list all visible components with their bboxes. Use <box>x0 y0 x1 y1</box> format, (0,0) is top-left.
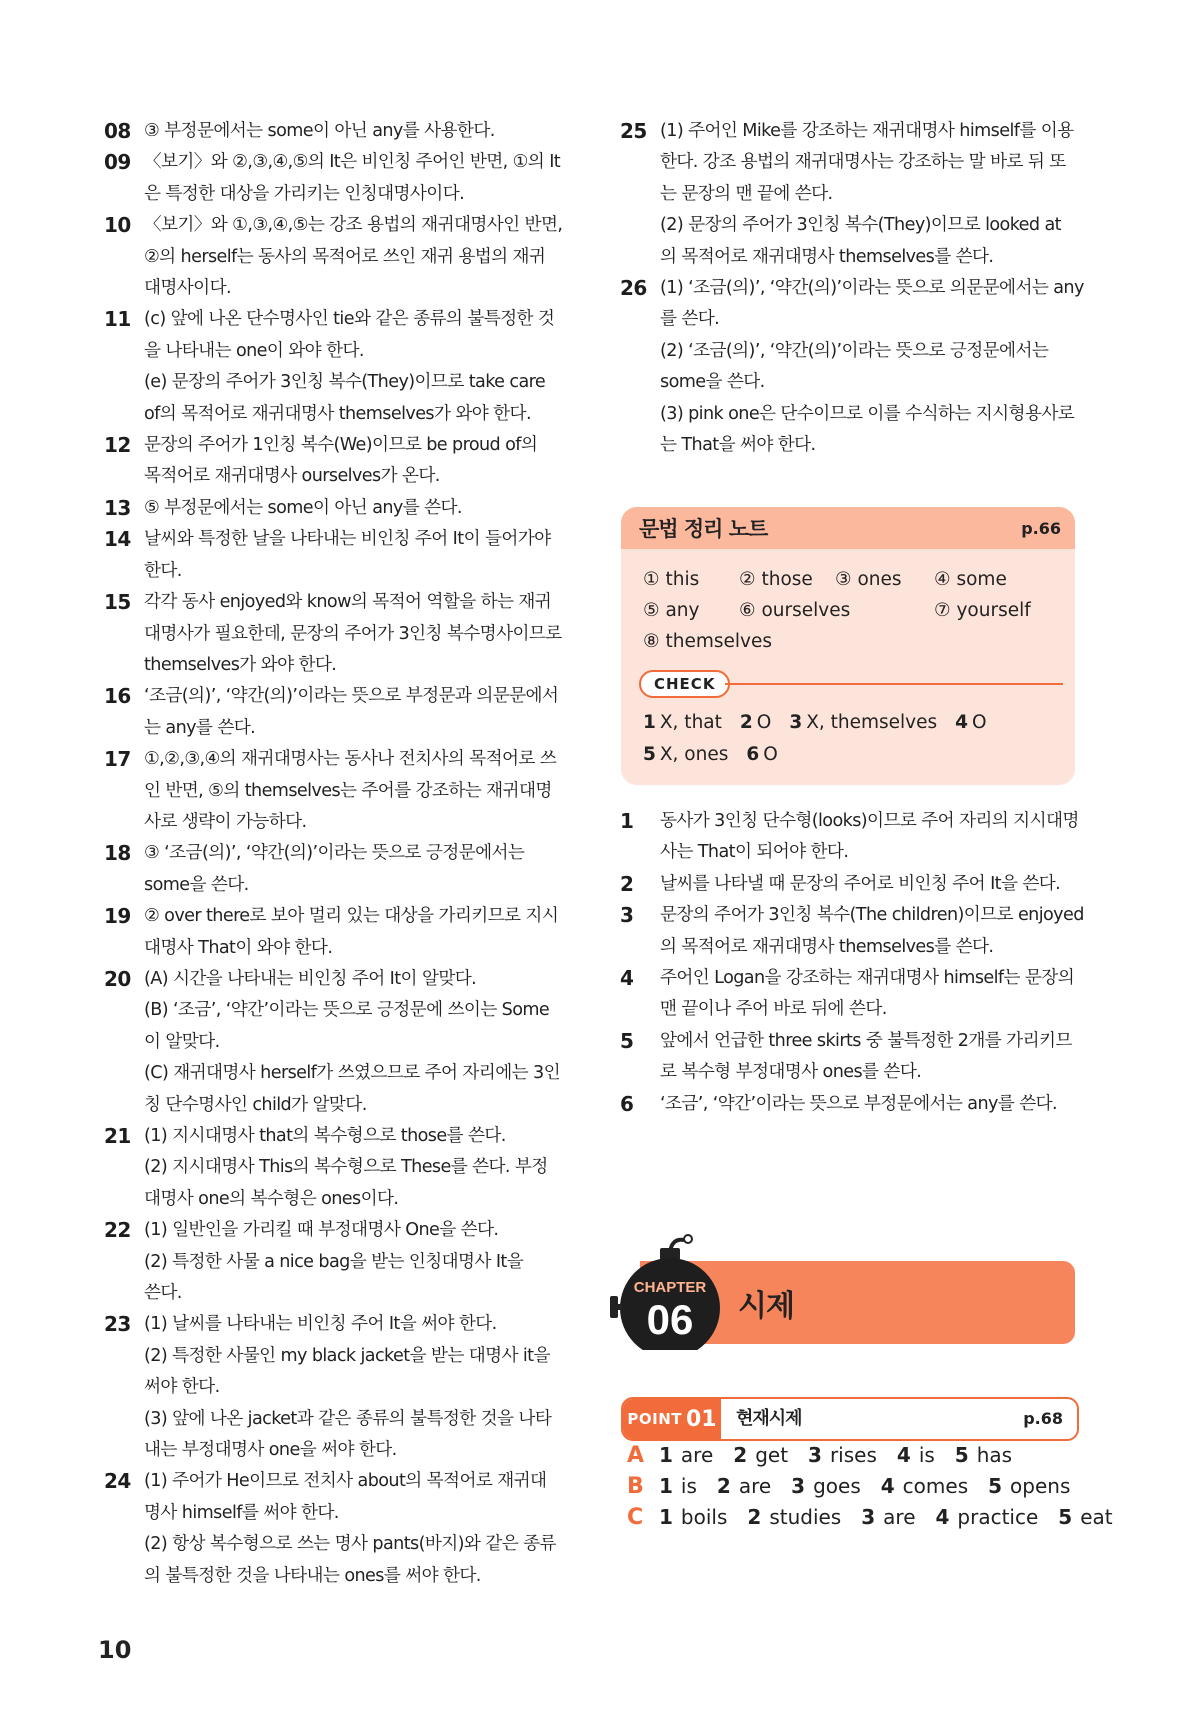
item-number: 24 <box>104 1469 131 1494</box>
item-line: of의 목적어로 재귀대명사 themselves가 와야 한다. <box>144 403 531 424</box>
grammar-note-box <box>621 507 1075 785</box>
point-answer-value: is <box>918 1443 935 1467</box>
item-line: 는 any를 쓴다. <box>144 717 256 738</box>
item-line: some을 쓴다. <box>144 874 249 895</box>
item-text <box>660 963 1082 1026</box>
check-num: 3 <box>789 712 803 733</box>
item-number: 15 <box>104 590 131 615</box>
check-answer-row <box>643 707 1005 739</box>
point-answer-row <box>627 1471 1090 1502</box>
item-line: (C) 재귀대명사 herself가 쓰였으므로 주어 자리에는 3인 <box>144 1063 560 1084</box>
point-answer-num: 4 <box>896 1443 911 1467</box>
item-line: (B) ‘조금’, ‘약간’이라는 뜻으로 긍정문에 쓰이는 Some <box>144 1000 550 1021</box>
item-number: 19 <box>104 904 131 929</box>
item-line: ‘조금(의)’, ‘약간(의)’이라는 뜻으로 부정문과 의문문에서 <box>144 686 559 707</box>
check-answers <box>643 707 1005 771</box>
item-number: 1 <box>620 809 634 833</box>
point-answer-value: comes <box>902 1474 969 1498</box>
point-answer-num: 3 <box>791 1474 806 1498</box>
item-number: 3 <box>620 903 634 928</box>
item-line: 는 That을 써야 한다. <box>660 435 816 456</box>
item-number: 08 <box>104 119 131 143</box>
item-line: (c) 앞에 나온 단수명사인 tie와 같은 종류의 불특정한 것 <box>144 309 555 330</box>
point-answer-num: 4 <box>880 1474 895 1498</box>
answer-item <box>620 273 1082 461</box>
item-line: 대명사 one의 복수형은 ones이다. <box>144 1188 399 1209</box>
item-line: (e) 문장의 주어가 3인칭 복수(They)이므로 take care <box>144 372 546 393</box>
item-line: 로 복수형 부정대명사 ones를 쓴다. <box>660 1062 922 1083</box>
point-answer-letter: A <box>627 1443 645 1468</box>
item-line: 대명사가 필요한데, 문장의 주어가 3인칭 복수명사이므로 <box>144 623 562 644</box>
page-number: 10 <box>98 1636 132 1664</box>
item-text <box>144 524 562 587</box>
item-number: 17 <box>104 747 131 772</box>
item-line: (3) 앞에 나온 jacket과 같은 종류의 불특정한 것을 나타 <box>144 1408 552 1429</box>
point-answer-num: 5 <box>988 1474 1003 1498</box>
item-number: 13 <box>104 495 131 520</box>
point-answer-value: boils <box>680 1505 728 1529</box>
point-answer-num: 2 <box>716 1474 731 1498</box>
note-answer: ⑤ any <box>643 600 700 621</box>
item-line: ②의 herself는 동사의 목적어로 쓰인 재귀 용법의 재귀 <box>144 246 546 267</box>
item-text <box>144 838 562 901</box>
item-line: 쓴다. <box>144 1283 182 1304</box>
item-line: 명사 himself를 써야 한다. <box>144 1502 339 1523</box>
item-line: 맨 끝이나 주어 바로 뒤에 쓴다. <box>660 999 887 1020</box>
item-line: 칭 단수명사인 child가 알맞다. <box>144 1094 367 1115</box>
item-line: 각각 동사 enjoyed와 know의 목적어 역할을 하는 재귀 <box>144 592 552 613</box>
grammar-note-header <box>621 507 1075 549</box>
point-answer-num: 2 <box>733 1443 748 1467</box>
grammar-note-page: p.66 <box>1021 518 1061 538</box>
item-text <box>144 147 562 210</box>
item-text <box>144 1466 562 1592</box>
answer-item <box>620 963 1082 1026</box>
answer-item <box>104 304 562 430</box>
point-answer-num: 4 <box>935 1505 950 1529</box>
point-answer-row <box>627 1440 1032 1471</box>
item-text <box>660 1026 1082 1089</box>
check-divider <box>725 683 1063 685</box>
answer-item <box>104 838 562 901</box>
point-answer-value: rises <box>829 1443 877 1467</box>
point-page: p.68 <box>1023 1409 1063 1428</box>
item-number: 20 <box>104 966 131 991</box>
item-text <box>660 273 1084 461</box>
answer-item <box>104 210 562 304</box>
answer-item <box>104 1466 562 1592</box>
item-number: 16 <box>104 684 131 709</box>
item-text <box>144 116 562 147</box>
item-line: ⑤ 부정문에서는 some이 아닌 any를 쓴다. <box>144 497 462 518</box>
item-line: 은 특정한 대상을 가리키는 인칭대명사이다. <box>144 183 465 204</box>
item-line: 의 목적어로 재귀대명사 themselves를 쓴다. <box>660 936 994 957</box>
item-text <box>144 1309 562 1466</box>
point-box <box>621 1397 1079 1441</box>
item-line: 는 문장의 맨 끝에 쓴다. <box>660 183 833 204</box>
item-text <box>144 430 562 493</box>
item-line: ③ ‘조금(의)’, ‘약간(의)’이라는 뜻으로 긍정문에서는 <box>144 843 525 864</box>
item-line: 사로 생략이 가능하다. <box>144 811 307 832</box>
item-number: 18 <box>104 841 131 866</box>
item-line: 사는 That이 되어야 한다. <box>660 842 849 863</box>
point-answer-row <box>627 1502 1133 1533</box>
point-answer-num: 3 <box>861 1505 876 1529</box>
check-value: O <box>763 744 778 765</box>
item-number: 14 <box>104 527 131 552</box>
item-line: 대명사이다. <box>144 278 231 299</box>
item-line: 한다. <box>144 560 182 581</box>
item-text <box>660 1089 1082 1120</box>
note-answer: ③ ones <box>835 569 902 590</box>
item-line: 동사가 3인칭 단수형(looks)이므로 주어 자리의 지시대명 <box>660 811 1079 831</box>
answer-item <box>104 681 562 744</box>
item-number: 12 <box>104 433 131 458</box>
note-answer: ④ some <box>934 569 1007 590</box>
item-text <box>144 587 562 681</box>
item-line: 목적어로 재귀대명사 ourselves가 온다. <box>144 466 440 487</box>
item-line: ‘조금’, ‘약간’이라는 뜻으로 부정문에서는 any를 쓴다. <box>660 1093 1057 1114</box>
item-line: (1) 날씨를 나타내는 비인칭 주어 It을 써야 한다. <box>144 1314 497 1335</box>
answer-item <box>104 901 562 964</box>
item-line: (1) 주어가 He이므로 전치사 about의 목적어로 재귀대 <box>144 1471 547 1492</box>
item-text <box>660 869 1082 900</box>
item-line: (1) ‘조금(의)’, ‘약간(의)’이라는 뜻으로 의문문에서는 any <box>660 278 1084 299</box>
check-num: 6 <box>746 744 760 765</box>
item-number: 21 <box>104 1124 131 1148</box>
check-value: X, that <box>659 712 722 733</box>
note-answer: ⑦ yourself <box>934 600 1031 621</box>
item-number: 6 <box>620 1091 634 1116</box>
item-line: (3) pink one은 단수이므로 이를 수식하는 지시형용사로 <box>660 403 1075 424</box>
point-answer-num: 2 <box>747 1505 762 1529</box>
item-line: some을 쓴다. <box>660 372 765 393</box>
chapter-title: 시제 <box>738 1289 794 1324</box>
item-line: 앞에서 언급한 three skirts 중 불특정한 2개를 가리키므 <box>660 1030 1072 1051</box>
item-line: 이 알맞다. <box>144 1031 220 1052</box>
right-column-top <box>620 116 1082 461</box>
answer-item <box>104 1121 562 1215</box>
point-answer-value: studies <box>769 1505 842 1529</box>
item-text <box>144 1215 562 1309</box>
answer-item <box>620 900 1082 963</box>
item-line: 대명사 That이 와야 한다. <box>144 937 333 958</box>
answer-item <box>104 964 562 1121</box>
item-number: 2 <box>620 871 634 896</box>
check-num: 5 <box>643 744 656 765</box>
point-answer-num: 3 <box>808 1443 822 1467</box>
item-line: ② over there로 보아 멀리 있는 대상을 가리키므로 지시 <box>144 906 559 927</box>
item-line: 를 쓴다. <box>660 309 720 330</box>
item-line: 문장의 주어가 3인칭 복수(The children)이므로 enjoyed <box>660 905 1084 926</box>
answer-item <box>620 806 1082 869</box>
point-word: POINT <box>627 1410 682 1428</box>
check-answer-row <box>643 739 1005 771</box>
item-line: 날씨를 나타낼 때 문장의 주어로 비인칭 주어 It을 쓴다. <box>660 873 1061 894</box>
chapter-number: 06 <box>646 1296 694 1343</box>
item-number: 4 <box>620 966 634 991</box>
point-number: 01 <box>686 1406 717 1432</box>
point-answer-value: are <box>883 1505 916 1529</box>
item-text <box>144 1121 562 1215</box>
answer-item <box>104 587 562 681</box>
check-value: O <box>972 712 987 733</box>
note-answer: ⑧ themselves <box>643 631 772 652</box>
item-text <box>660 900 1084 963</box>
item-line: (1) 주어인 Mike를 강조하는 재귀대명사 himself를 이용 <box>660 121 1074 141</box>
item-number: 11 <box>104 307 131 332</box>
point-title: 현재시제 <box>736 1408 802 1429</box>
item-number: 26 <box>620 276 647 301</box>
item-text <box>144 493 562 524</box>
point-answer-num: 5 <box>954 1443 969 1467</box>
check-header <box>639 670 1063 698</box>
item-line: (A) 시간을 나타내는 비인칭 주어 It이 알맞다. <box>144 968 477 989</box>
point-answer-num: 1 <box>659 1443 673 1467</box>
answer-item <box>104 524 562 587</box>
point-answer-letter: C <box>627 1505 644 1530</box>
item-line: 써야 한다. <box>144 1377 220 1398</box>
item-number: 09 <box>104 150 131 175</box>
chapter-label: CHAPTER <box>633 1279 707 1296</box>
check-value: X, ones <box>659 744 729 765</box>
item-line: (2) 특정한 사물 a nice bag을 받는 인칭대명사 It을 <box>144 1251 524 1272</box>
item-line: 인 반면, ⑤의 themselves는 주어를 강조하는 재귀대명 <box>144 780 552 801</box>
item-line: 내는 부정대명사 one을 써야 한다. <box>144 1440 397 1461</box>
check-value: X, themselves <box>806 712 938 733</box>
item-line: 날씨와 특정한 날을 나타내는 비인칭 주어 It이 들어가야 <box>144 529 551 550</box>
item-line: ③ 부정문에서는 some이 아닌 any를 사용한다. <box>144 121 495 141</box>
point-answer-value: get <box>755 1443 789 1467</box>
item-number: 23 <box>104 1312 131 1337</box>
answer-item <box>104 1309 562 1466</box>
item-line: themselves가 와야 한다. <box>144 654 337 675</box>
item-line: 의 목적어로 재귀대명사 themselves를 쓴다. <box>660 246 994 267</box>
item-line: ①,②,③,④의 재귀대명사는 동사나 전치사의 목적어로 쓰 <box>144 749 557 770</box>
grammar-note-title: 문법 정리 노트 <box>639 517 768 541</box>
item-line: (2) ‘조금(의)’, ‘약간(의)’이라는 뜻으로 긍정문에서는 <box>660 340 1049 361</box>
item-text <box>144 681 562 744</box>
item-text <box>144 964 562 1121</box>
item-text <box>660 116 1082 273</box>
point-tag <box>623 1399 721 1439</box>
item-line: 주어인 Logan을 강조하는 재귀대명사 himself는 문장의 <box>660 968 1075 989</box>
point-answer-value: are <box>738 1474 772 1498</box>
item-text <box>144 744 562 838</box>
item-text <box>660 806 1082 869</box>
check-num: 2 <box>739 712 753 733</box>
item-number: 10 <box>104 213 131 238</box>
check-explanations <box>620 806 1082 1120</box>
item-line: (2) 특정한 사물인 my black jacket을 받는 대명사 it을 <box>144 1345 550 1366</box>
item-text <box>144 210 562 304</box>
point-answer-num: 5 <box>1058 1505 1073 1529</box>
item-line: (1) 지시대명사 that의 복수형으로 those를 쓴다. <box>144 1126 506 1146</box>
point-answer-value: are <box>680 1443 714 1467</box>
item-line: 〈보기〉와 ①,③,④,⑤는 강조 용법의 재귀대명사인 반면, <box>144 215 563 236</box>
point-answer-value: eat <box>1080 1505 1113 1529</box>
item-line: 한다. 강조 용법의 재귀대명사는 강조하는 말 바로 뒤 또 <box>660 152 1066 173</box>
check-value: O <box>756 712 772 733</box>
left-column <box>104 116 562 1592</box>
item-text <box>144 901 562 964</box>
item-number: 25 <box>620 119 647 143</box>
answer-item <box>104 430 562 493</box>
note-answer: ② those <box>739 569 813 590</box>
check-num: 4 <box>955 712 969 733</box>
answer-item <box>620 1089 1082 1120</box>
note-answer: ⑥ ourselves <box>739 600 851 621</box>
chapter-bomb-icon <box>610 1230 730 1350</box>
answer-item <box>104 147 562 210</box>
point-answer-value: practice <box>957 1505 1039 1529</box>
item-line: (1) 일반인을 가리킬 때 부정대명사 One을 쓴다. <box>144 1220 499 1241</box>
point-answer-value: is <box>680 1474 697 1498</box>
item-number: 5 <box>620 1028 634 1053</box>
answer-item <box>620 869 1082 900</box>
point-answer-value: goes <box>813 1474 861 1498</box>
point-answer-value: has <box>976 1443 1013 1467</box>
answer-item <box>620 116 1082 273</box>
answer-item <box>104 744 562 838</box>
answer-item <box>104 1215 562 1309</box>
point-answer-num: 1 <box>659 1505 673 1529</box>
item-line: (2) 문장의 주어가 3인칭 복수(They)이므로 looked at <box>660 215 1061 236</box>
answer-item <box>620 1026 1082 1089</box>
item-line: 〈보기〉와 ②,③,④,⑤의 It은 비인칭 주어인 반면, ①의 It <box>144 152 561 173</box>
item-text <box>144 304 562 430</box>
item-line: 의 불특정한 것을 나타내는 ones를 써야 한다. <box>144 1565 481 1586</box>
item-number: 22 <box>104 1218 131 1243</box>
point-answer-value: opens <box>1010 1474 1071 1498</box>
answer-item <box>104 493 562 524</box>
check-label: CHECK <box>639 670 730 698</box>
note-answer: ① this <box>643 569 700 590</box>
answer-item <box>104 116 562 147</box>
item-line: 문장의 주어가 1인칭 복수(We)이므로 be proud of의 <box>144 435 538 456</box>
item-line: (2) 항상 복수형으로 쓰는 명사 pants(바지)와 같은 종류 <box>144 1534 556 1555</box>
item-line: (2) 지시대명사 This의 복수형으로 These를 쓴다. 부정 <box>144 1157 548 1178</box>
point-answer-letter: B <box>627 1474 644 1499</box>
check-num: 1 <box>643 712 656 733</box>
item-line: 을 나타내는 one이 와야 한다. <box>144 340 364 361</box>
point-answer-num: 1 <box>659 1474 673 1498</box>
